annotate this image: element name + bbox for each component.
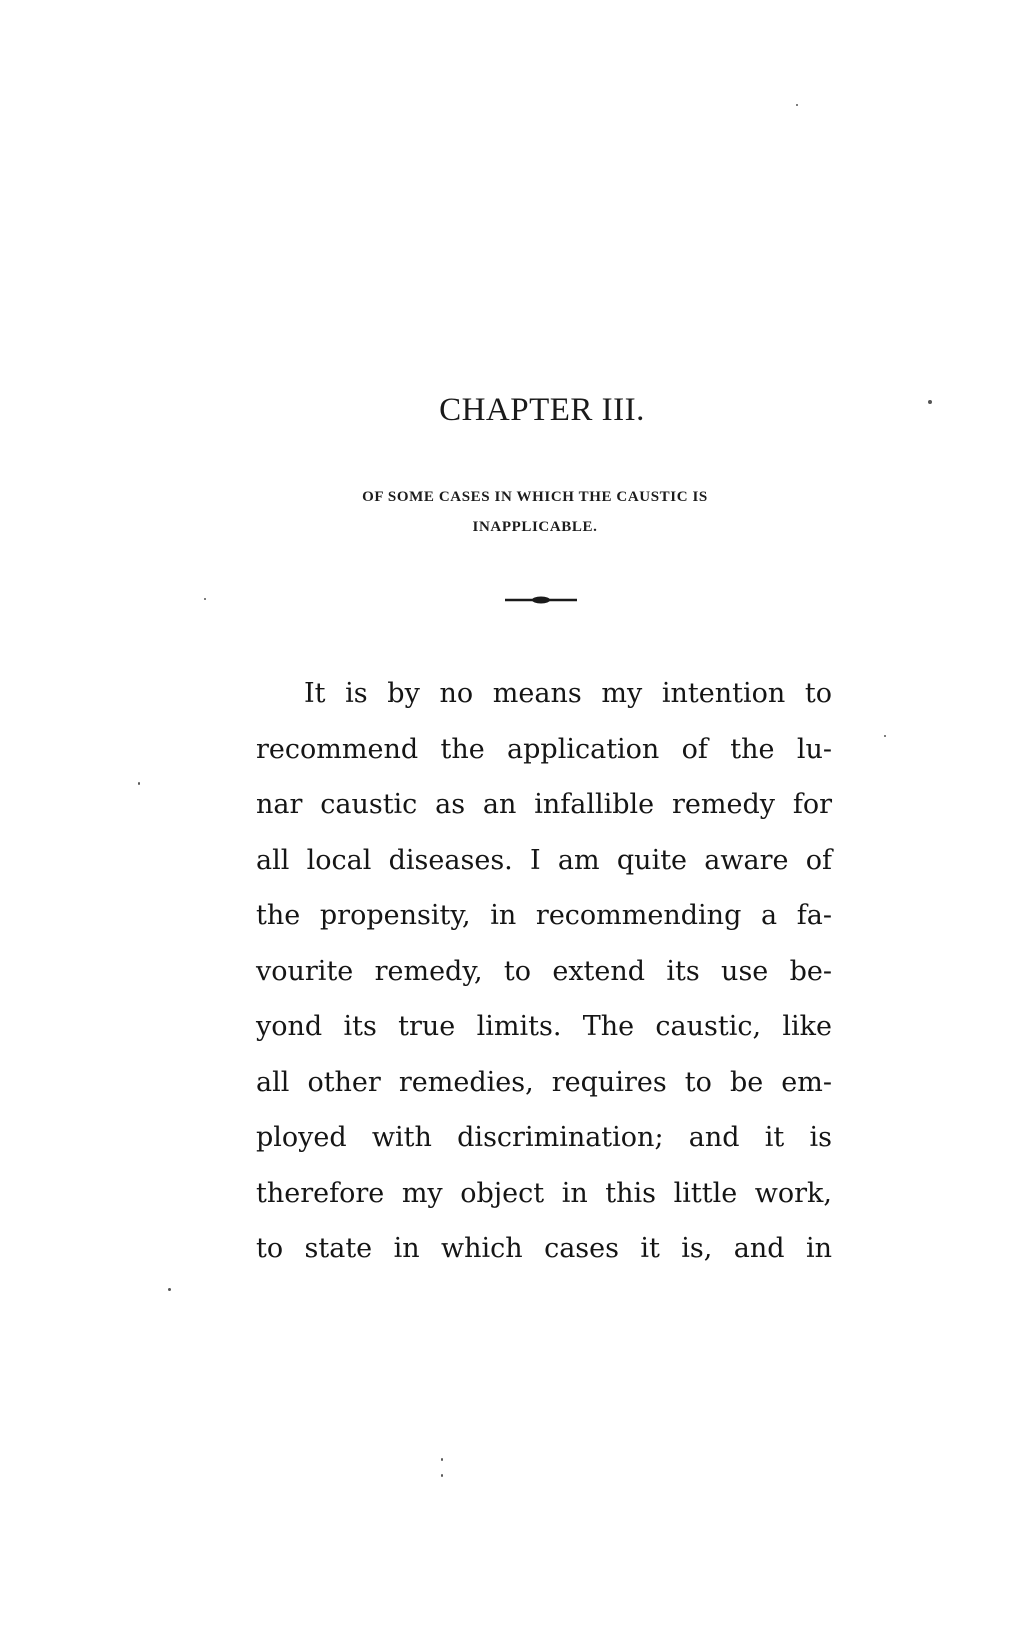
text-line: the propensity, in recommending a fa- — [256, 900, 832, 931]
text-line: recommend the application of the lu- — [256, 733, 832, 765]
text-line: therefore my object in this little work, — [256, 1177, 832, 1209]
chapter-subtitle — [300, 482, 770, 542]
scan-speck — [796, 104, 798, 106]
scan-speck — [138, 782, 140, 785]
text-line: all local diseases. I am quite aware of — [256, 844, 832, 876]
scan-speck — [441, 1458, 443, 1461]
scan-speck — [204, 598, 206, 600]
text-line: nar caustic as an infallible remedy for — [256, 789, 832, 820]
body-paragraph — [256, 666, 832, 1277]
subtitle-line: OF SOME CASES IN WHICH THE CAUSTIC IS — [362, 489, 708, 505]
text-line: ployed with discrimination; and it is — [256, 1122, 832, 1153]
scan-speck — [441, 1474, 443, 1477]
text-line: vourite remedy, to extend its use be- — [256, 955, 832, 987]
text-line: It is by no means my intention to — [304, 678, 832, 709]
text-line: all other remedies, requires to be em- — [256, 1066, 832, 1098]
scan-speck — [168, 1288, 171, 1291]
scan-speck — [884, 735, 886, 737]
chapter-title: CHAPTER III. — [439, 392, 645, 428]
horizontal-rule-ornament-icon — [505, 594, 577, 606]
text-line: to state in which cases it is, and in — [256, 1233, 832, 1264]
scan-speck — [928, 400, 932, 404]
text-line: yond its true limits. The caustic, like — [256, 1011, 832, 1042]
subtitle-line: INAPPLICABLE. — [472, 519, 598, 535]
